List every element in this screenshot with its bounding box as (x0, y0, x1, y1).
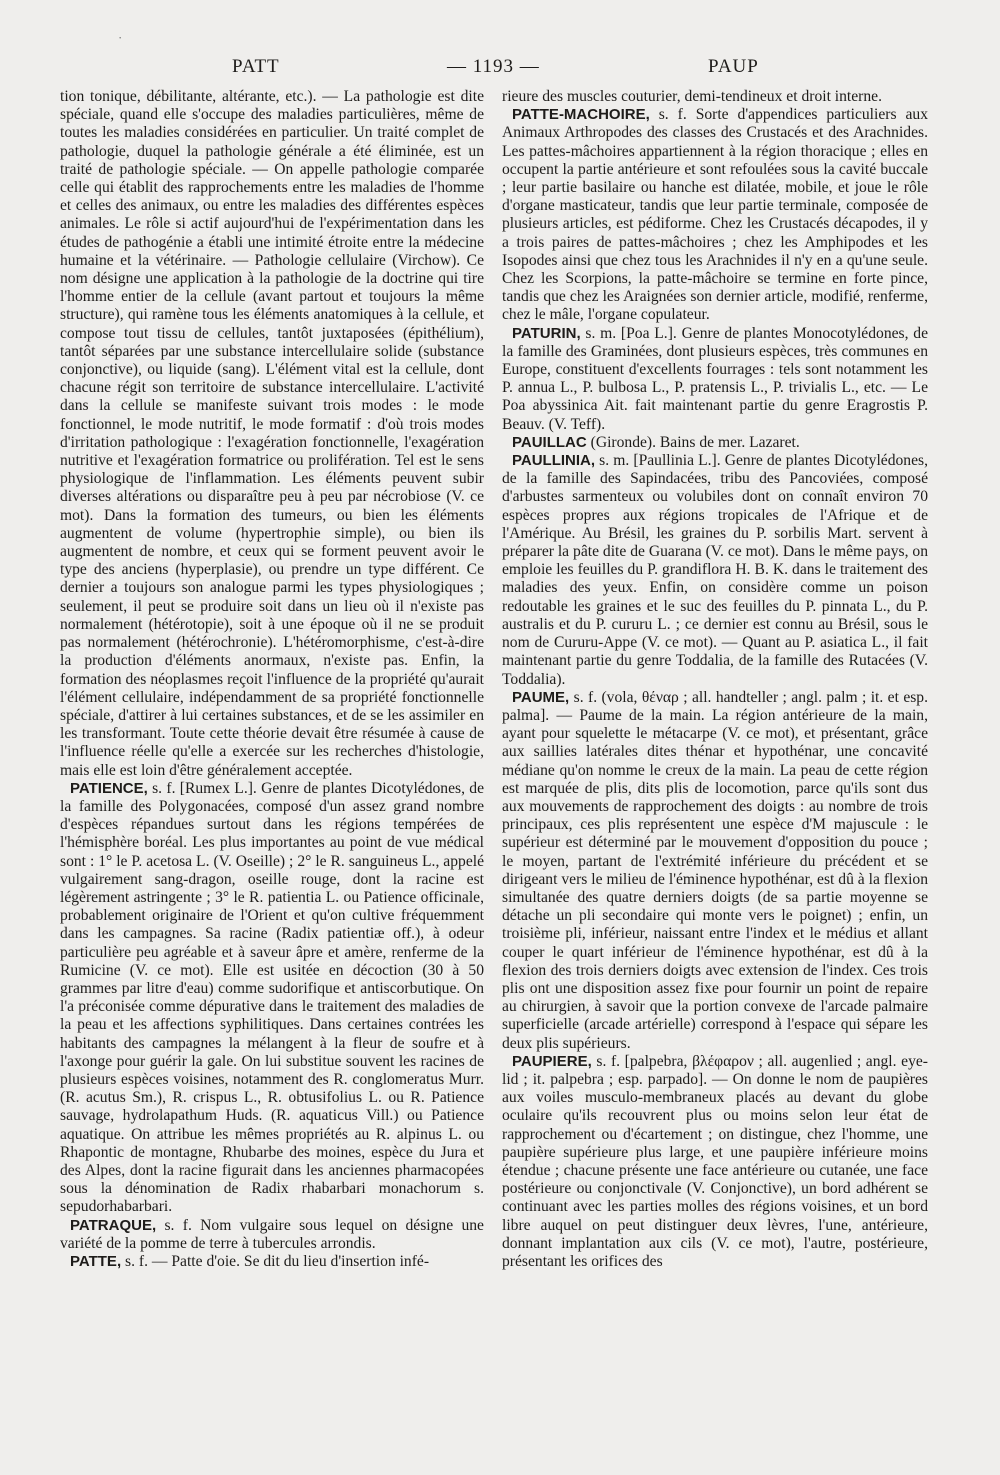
entry-patraque-body: s. f. Nom vulgaire sous lequel on désigne une variété de la pomme de terre à tubercules arrondis. (60, 1216, 484, 1252)
entry-paturin (502, 325, 928, 434)
entry-pauillac-body: (Gironde). Bains de mer. Lazaret. (590, 433, 800, 451)
entry-paullinia (502, 452, 928, 689)
entry-patraque (60, 1217, 484, 1253)
entry-paume-body: s. f. (vola, θέναρ ; all. handteller ; angl. palm ; it. et esp. palma]. — Paume de la main. La région antérieure de la main, ayant pour squelette le métacarpe (V. ce mot), et présentant, grâce aux saillies latérales dites thénar et hypothénar, une concavité médiane qu'on nomme le creux de la main. La peau de cette région est marquée de plis, dits plis de locomotion, parce qu'ils sont dus aux mouvements de rapprochement des doigts : au nombre de trois principaux, ces plis représentent une espèce d'M majuscule : le supérieur est déterminé par le mouvement d'opposition du pouce ; le moyen, partant de l'extrémité inférieure du précédent et se dirigeant vers le milieu de l'éminence hypothénar, est dû à la flexion simultanée des quatre derniers doigts (de sa partie moyenne se détache un pli secondaire qui monte vers le poignet) ; enfin, un troisième pli, inférieur, naissant entre l'index et le médius et allant couper le quart inférieur de l'éminence hypothénar, est dû à la flexion des trois derniers doigts avec extension de l'index. Ces trois plis ont une disposition assez fixe pour fournir un point de repaire au chirurgien, à savoir que la portion convexe de l'arcade palmaire superficielle (arcade artérielle) correspond à l'espace qui sépare les deux plis supérieurs. (502, 688, 929, 1052)
pathologie-continuation: tion tonique, débilitante, altérante, etc.). — La pathologie est dite spéciale, quand elle s'occupe des maladies particulières, même de toutes les maladies considérées en particulier. Un traité complet de pathologie, duquel la pathologie générale a été éliminée, est un traité de pathologie spéciale. — On appelle pathologie comparée celle qui établit des rapprochements entre les maladies de l'homme et celles des animaux, ou entre les maladies des différentes espèces animales. Le rôle si actif aujourd'hui de l'expérimentation dans les études de pathogénie a établi une intimité étroite entre la médecine humaine et la vétérinaire. — Pathologie cellulaire (Virchow). Ce nom désigne une application à la pathologie de la doctrine qui tire l'homme entier de la cellule (avant partout et toujours la même structure), qui ramène tous les éléments anatomiques à la cellule, et compose tout tissu de cellules, tantôt juxtaposées (épithélium), tantôt séparées par une substance intercellulaire solide (substance conjonctive), ou liquide (sang). L'élément vital est la cellule, dont chacune régit son territoire de substance intercellulaire. L'activité dans la cellule se manifeste suivant trois modes : le mode fonctionnel, le mode nutritif, le mode formatif : d'où trois modes d'irritation pathologique : l'exagération fonctionnelle, l'exagération nutritive et l'exagération formatrice ou prolifération. Tel est le sens physiologique de l'inflammation. Les éléments peuvent subir diverses altérations ou disparaître peu à peu par nécrobiose (V. ce mot). Dans la formation des tumeurs, ou bien les éléments augmentent de volume (hypertrophie simple), ou bien ils augmentent de nombre, et ceux qui se forment peuvent avoir le type des anciens (hyperplasie), ou prendre un type différent. Ce dernier a toujours son analogue parmi les types physiologiques ; seulement, il peut se produire soit dans un lieu où il n'existe pas normalement (hétérotopie), soit à une époque où il ne se produit pas normalement (hétérochronie). L'hétéromorphisme, c'est-à-dire la production d'éléments anormaux, n'existe pas. Enfin, la formation des néoplasmes reçoit l'influence de la propriété qu'aurait l'élément cellulaire, indépendamment de sa propriété fonctionnelle spéciale, d'attirer à lui certaines substances, et de se les assimiler en les transformant. Toute cette théorie devait être résumée à cause de l'influence réelle qu'elle a exercée sur les recherches d'histologie, mais elle est loin d'être généralement acceptée. (60, 88, 484, 779)
entry-patte-body: s. f. — Patte d'oie. Se dit du lieu d'insertion infé- (125, 1253, 430, 1270)
entry-paume (502, 689, 928, 1053)
headword-patience: PATIENCE, (70, 779, 148, 797)
headword-patraque: PATRAQUE, (70, 1216, 157, 1234)
headword-patte-machoire: PATTE-MACHOIRE, (512, 106, 650, 124)
headword-patte: PATTE, (70, 1253, 122, 1270)
headword-paturin: PATURIN, (512, 324, 581, 342)
headword-pauillac: PAUILLAC (512, 433, 587, 451)
headword-paupiere: PAUPIERE, (512, 1052, 592, 1070)
entry-patte-machoire-body: s. f. Sorte d'appendices particuliers aux Animaux Arthropodes des classes des Crustacés et des Arachnides. Les pattes-mâchoires appartiennent à la région thoracique ; elles en occupent la partie antérieure et sont refoulées sous la cavité buccale ; leur partie basilaire ou hanche est dilatée, mobile, et joue le rôle d'organe masticateur, tandis que leur partie terminale, composée de plusieurs articles, est pédiforme. Chez les Crustacés décapodes, il y a trois paires de pattes-mâchoires ; chez les Amphipodes et les Isopodes ainsi que chez tous les Arachnides il n'y en a qu'une seule. Chez les Scorpions, la patte-mâchoire se termine en forte pince, tandis que chez les Araignées son dernier article, modifié, renferme, chez le mâle, l'organe copulateur. (502, 106, 928, 324)
page-number: — 1193 — (447, 56, 540, 77)
right-column (502, 88, 928, 1271)
entry-patience (60, 780, 484, 1217)
running-head-right: PAUP (708, 56, 759, 77)
left-column (60, 88, 484, 1271)
entry-paullinia-body: s. m. [Paullinia L.]. Genre de plantes Dicotylédones, de la famille des Sapindacées, tribu des Pancoviées, composé d'arbustes sarmenteux ou volubiles dont on connaît environ 70 espèces propres aux régions tropicales de l'Afrique et de l'Amérique. Au Brésil, les graines du P. sorbilis Mart. servent à préparer la pâte dite de Guarana (V. ce mot). Dans le même pays, on emploie les feuilles du P. grandiflora H. B. K. dans le traitement des maladies des yeux. Enfin, on considère comme un poison redoutable les graines et le suc des feuilles du P. pinnata L., du P. australis et du P. cururu L. ; ce dernier est connu au Brésil, sous le nom de Cururu-Appe (V. ce mot). — Quant au P. asiatica L., il fait maintenant partie du genre Toddalia, de la famille des Rutacées (V. Toddalia). (502, 452, 928, 688)
entry-patte-machoire (502, 106, 928, 324)
entry-paupiere (502, 1053, 928, 1271)
entry-patience-body: s. f. [Rumex L.]. Genre de plantes Dicotylédones, de la famille des Polygonacées, composé d'un assez grand nombre d'espèces répandues surtout dans les régions tempérées de l'hémisphère boréal. Les plus importantes au point de vue médical sont : 1° le P. acetosa L. (V. Oseille) ; 2° le R. sanguineus L., appelé vulgairement sang-dragon, oseille rouge, dont la racine est légèrement astringente ; 3° le R. patientia L. ou Patience officinale, probablement originaire de l'Orient et qu'on cultive fréquemment dans les campagnes. Sa racine (Radix patientiæ off.), à odeur particulière peu agréable et à saveur âpre et amère, renferme de la Rumicine (V. ce mot). Elle est usitée en décoction (30 à 50 grammes par litre d'eau) comme sudorifique et antiscorbutique. On l'a préconisée comme dépurative dans le traitement des maladies de la peau et les affections syphilitiques. Dans certaines contrées les habitants des campagnes la mélangent à la fleur de soufre et à l'axonge pour guérir la gale. On lui substitue souvent les racines de plusieurs espèces voisines, notamment des R. conglomeratus Murr. (R. acutus Sm.), R. crispus L., R. obtusifolius L. ou R. Patience sauvage, hydrolapathum Huds. (R. aquaticus Vill.) ou Patience aquatique. On attribue les mêmes propriétés au R. alpinus L. ou Rhapontic de montagne, Rhubarbe des moines, espèce du Jura et des Alpes, dont la racine figurait dans les anciennes pharmacopées sous la dénomination de Radix rhabarbari monachorum s. sepudorhabarbari. (60, 779, 485, 1216)
headword-paullinia: PAULLINIA, (512, 452, 596, 470)
entry-pauillac (502, 434, 928, 452)
entry-paturin-body: s. m. [Poa L.]. Genre de plantes Monocotylédones, de la famille des Graminées, dont plusieurs espèces, très communes en Europe, constituent d'excellents fourrages : tels sont notamment les P. annua L., P. bulbosa L., P. pratensis L., P. trivialis L., etc. — Le Poa abyssinica Ait. fait maintenant partie du genre Eragrostis P. Beauv. (V. Teff). (502, 324, 928, 433)
entry-patte (60, 1253, 484, 1271)
running-head-left: PATT (232, 56, 280, 77)
patte-continuation: rieure des muscles couturier, demi-tendineux et droit interne. (502, 88, 882, 105)
entry-paupiere-body: s. f. [palpebra, βλέφαρον ; all. augenlied ; angl. eye-lid ; it. palpebra ; esp. parpado]. — On donne le nom de paupières aux voiles musculo-membraneux placés au devant du globe oculaire qu'ils recouvrent plus ou moins selon leur état de rapprochement ou d'écartement ; on distingue, chez l'homme, une paupière supérieure plus large, et une paupière inférieure moins étendue ; chacune présente une face antérieure ou cutanée, une face postérieure ou conjonctivale (V. Conjonctive), un bord adhérent se continuant avec les parties molles des régions voisines, et un bord libre auquel on peut distinguer deux lèvres, l'une, antérieure, donnant implantation aux cils (V. ce mot), l'autre, postérieure, présentant les orifices des (502, 1052, 928, 1270)
ink-speck: · (118, 30, 123, 45)
headword-paume: PAUME, (512, 688, 570, 706)
